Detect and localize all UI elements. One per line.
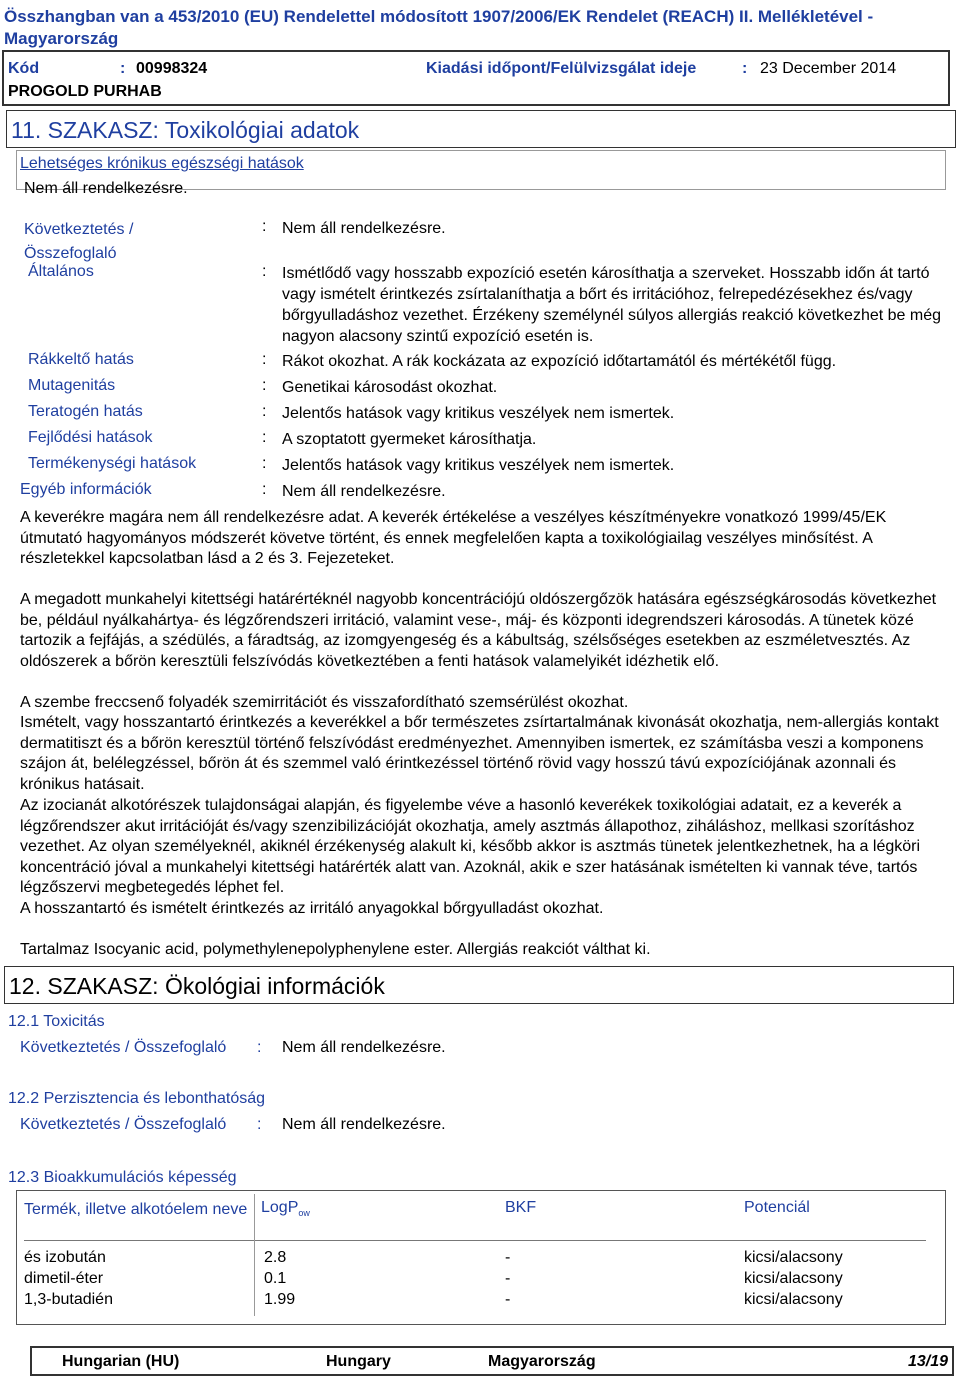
table-header-bkf: BKF xyxy=(505,1199,537,1216)
toxicity-heading: 12.1 Toxicitás xyxy=(8,1013,105,1030)
prop-label-teratogenic: Teratogén hatás xyxy=(28,403,143,420)
prop-value-fertility: Jelentős hatások vagy kritikus veszélyek nem ismertek. xyxy=(282,457,675,474)
paragraph-solvent-vapours: A megadott munkahelyi kitettségi határértéknél nagyobb koncentrációjú oldószergőzök hatására egészségkárosodás következhet be, például nyálkahártya- és légzőrendszeri irritáció, valamint vese-, máj- és központi idegrendszeri károsodás. A tünetek közé tartozik a fejfájás, a szédülés, a fáradtság, az izomgyengeség és a kábultság, szélsőséges esetekben az eszméletvesztés. Az oldószerek a bőrön keresztüli felszívódás következtében a fenti hatások valamelyikét idézhetik elő. xyxy=(20,591,937,670)
prop-label-carcinogenic: Rákkeltő hatás xyxy=(28,351,134,368)
toxicity-conclusion-sep: : xyxy=(257,1039,262,1056)
paragraph-isocyanate: Az izocianát alkotórészek tulajdonságai alapján, és figyelembe véve a hasonló keverékek toxikológiai adatait, ez a keverék a légzőrendszer akut irritációját és/vagy szenzibilizációját okozhatja, amely asztmás állapothoz, ziháláshoz, mellkasi szorításhoz vezethet. Az olyan személyeknél, akiknél érzékenység alakult ki, később akkor is asztmás tünetek jelentkezhetnek, ha a légköri koncentráció jóval a munkahelyi kitettségi határérték alatt van. Azoknál, akik e szer hatásának ismételten ki vannak téve, tartós légzőszervi megbetegedés léphet fel. xyxy=(20,797,921,896)
table-header-potential: Potenciál xyxy=(744,1199,810,1216)
table-header-product: Termék, illetve alkotóelem neve xyxy=(24,1201,248,1218)
table-cell: dimetil-éter xyxy=(24,1270,104,1287)
prop-value-general: Ismétlődő vagy hosszabb expozíció esetén károsíthatja a szerveket. Hosszabb időn át tartó vagy ismételt érintkezés zsírtalaníthatja a bőrt és irritációhoz, felrepedézésekhez és/vagy bőrgyulladáshoz vezethet. Érzékeny személynél súlyos allergiás reakció következhet be még nagyon alacsony szintű expozíció esetén is. xyxy=(282,265,942,345)
prop-label-fertility: Termékenységi hatások xyxy=(28,455,197,472)
prop-label-general: Általános xyxy=(28,263,94,280)
chronic-text: Nem áll rendelkezésre. xyxy=(24,180,188,197)
section-11-header xyxy=(6,110,956,148)
table-cell: kicsi/alacsony xyxy=(744,1291,843,1308)
chronic-heading: Lehetséges krónikus egészségi hatások xyxy=(20,155,304,172)
footer-country-local: Magyarország xyxy=(488,1353,596,1370)
other-info-value: Nem áll rendelkezésre. xyxy=(282,483,446,500)
paragraph-skin-contact: Ismételt, vagy hosszantartó érintkezés a keverékkel a bőr természetes zsírtartalmának kivonását okozhatja, nem-allergiás kontakt dermatitiszt és a bőrön keresztül történő felszívódást eredményezhet. Amennyiben ismertek, ez számításba veszi a komponens szájon át, belélegzéssel, bőrön át és szemmel való érintkezéssel történő rövid vagy hosszú távú expozíciójának azonnali és krónikus hatásait. xyxy=(20,714,939,793)
prop-colon: : xyxy=(262,218,267,235)
logp-subscript: ow xyxy=(298,1208,310,1219)
bioaccumulation-heading: 12.3 Bioakkumulációs képesség xyxy=(8,1169,237,1186)
table-cell: 1,3-butadién xyxy=(24,1291,113,1308)
persistence-heading: 12.2 Perzisztencia és lebonthatóság xyxy=(8,1090,266,1107)
paragraph-mixture-data: A keverékre magára nem áll rendelkezésre adat. A keverék értékelése a veszélyes készítményekre vonatkozó 1999/45/EK útmutató hagyományos módszerét követve történt, és ennek megfelelően kapta a toxikológiailag veszélyes minősítést. A részletekkel kapcsolatban lásd a 2 és 3. Fejezeteket. xyxy=(20,509,887,567)
table-column-divider xyxy=(254,1194,255,1316)
table-cell: - xyxy=(505,1291,511,1308)
prop-value-carcinogenic: Rákot okozhat. A rák kockázata az expozíció időtartamától és mértékétől függ. xyxy=(282,353,837,370)
prop-value-teratogenic: Jelentős hatások vagy kritikus veszélyek nem ismertek. xyxy=(282,405,675,422)
date-label: Kiadási időpont/Felülvizsgálat ideje xyxy=(426,60,697,77)
prop-colon: : xyxy=(262,481,267,498)
table-cell: és izobután xyxy=(24,1249,106,1266)
document-title: Összhangban van a 453/2010 (EU) Rendelettel módosított 1907/2006/EK Rendelet (REACH) II. Mellékletével - Magyarország xyxy=(4,7,874,48)
prop-value-mutagenic: Genetikai károsodást okozhat. xyxy=(282,379,498,396)
product-name: PROGOLD PURHAB xyxy=(8,83,162,100)
table-cell: kicsi/alacsony xyxy=(744,1270,843,1287)
footer-language: Hungarian (HU) xyxy=(62,1353,180,1370)
prop-colon: : xyxy=(262,429,267,446)
code-value: 00998324 xyxy=(136,60,208,77)
table-cell: 0.1 xyxy=(264,1270,287,1287)
footer-page-number: 13/19 xyxy=(907,1353,948,1370)
date-value: 23 December 2014 xyxy=(760,60,897,77)
prop-colon: : xyxy=(262,455,267,472)
table-header-logp xyxy=(261,1199,310,1218)
section-12-title: 12. SZAKASZ: Ökológiai információk xyxy=(9,973,385,999)
paragraph-allergen: Tartalmaz Isocyanic acid, polymethylenepolyphenylene ester. Allergiás reakciót válthat ki. xyxy=(20,941,651,958)
table-cell: kicsi/alacsony xyxy=(744,1249,843,1266)
footer-country: Hungary xyxy=(326,1353,391,1370)
table-cell: 1.99 xyxy=(264,1291,296,1308)
prop-label-mutagenic: Mutagenitás xyxy=(28,377,116,394)
prop-colon: : xyxy=(262,403,267,420)
section-11-title: 11. SZAKASZ: Toxikológiai adatok xyxy=(11,117,360,143)
section-12-header xyxy=(4,966,954,1004)
toxicity-conclusion-value: Nem áll rendelkezésre. xyxy=(282,1039,446,1056)
table-cell: - xyxy=(505,1270,511,1287)
prop-colon: : xyxy=(262,377,267,394)
code-label: Kód xyxy=(8,60,40,77)
date-sep: : xyxy=(742,60,748,77)
paragraph-irritant: A hosszantartó és ismételt érintkezés az irritáló anyagokkal bőrgyulladást okozhat. xyxy=(20,900,604,917)
table-header-divider xyxy=(24,1240,926,1241)
table-cell: - xyxy=(505,1249,511,1266)
other-info-label: Egyéb információk xyxy=(20,481,152,498)
prop-colon: : xyxy=(262,263,267,280)
prop-colon: : xyxy=(262,351,267,368)
toxicity-conclusion-label: Következtetés / Összefoglaló xyxy=(20,1039,227,1056)
table-cell: 2.8 xyxy=(264,1249,287,1266)
paragraph-eye-splash: A szembe freccsenő folyadék szemirritációt és visszafordítható szemsérülést okozhat. xyxy=(20,694,629,711)
persistence-conclusion-sep: : xyxy=(257,1116,262,1133)
persistence-conclusion-label: Következtetés / Összefoglaló xyxy=(20,1116,227,1133)
logp-label: LogP xyxy=(261,1199,299,1216)
prop-label-conclusion: Következtetés / Összefoglaló xyxy=(24,221,134,262)
persistence-conclusion-value: Nem áll rendelkezésre. xyxy=(282,1116,446,1133)
prop-label-developmental: Fejlődési hatások xyxy=(28,429,153,446)
prop-value-conclusion: Nem áll rendelkezésre. xyxy=(282,220,446,237)
prop-value-developmental: A szoptatott gyermeket károsíthatja. xyxy=(282,431,537,448)
code-sep: : xyxy=(120,60,126,77)
page-footer xyxy=(30,1346,954,1376)
